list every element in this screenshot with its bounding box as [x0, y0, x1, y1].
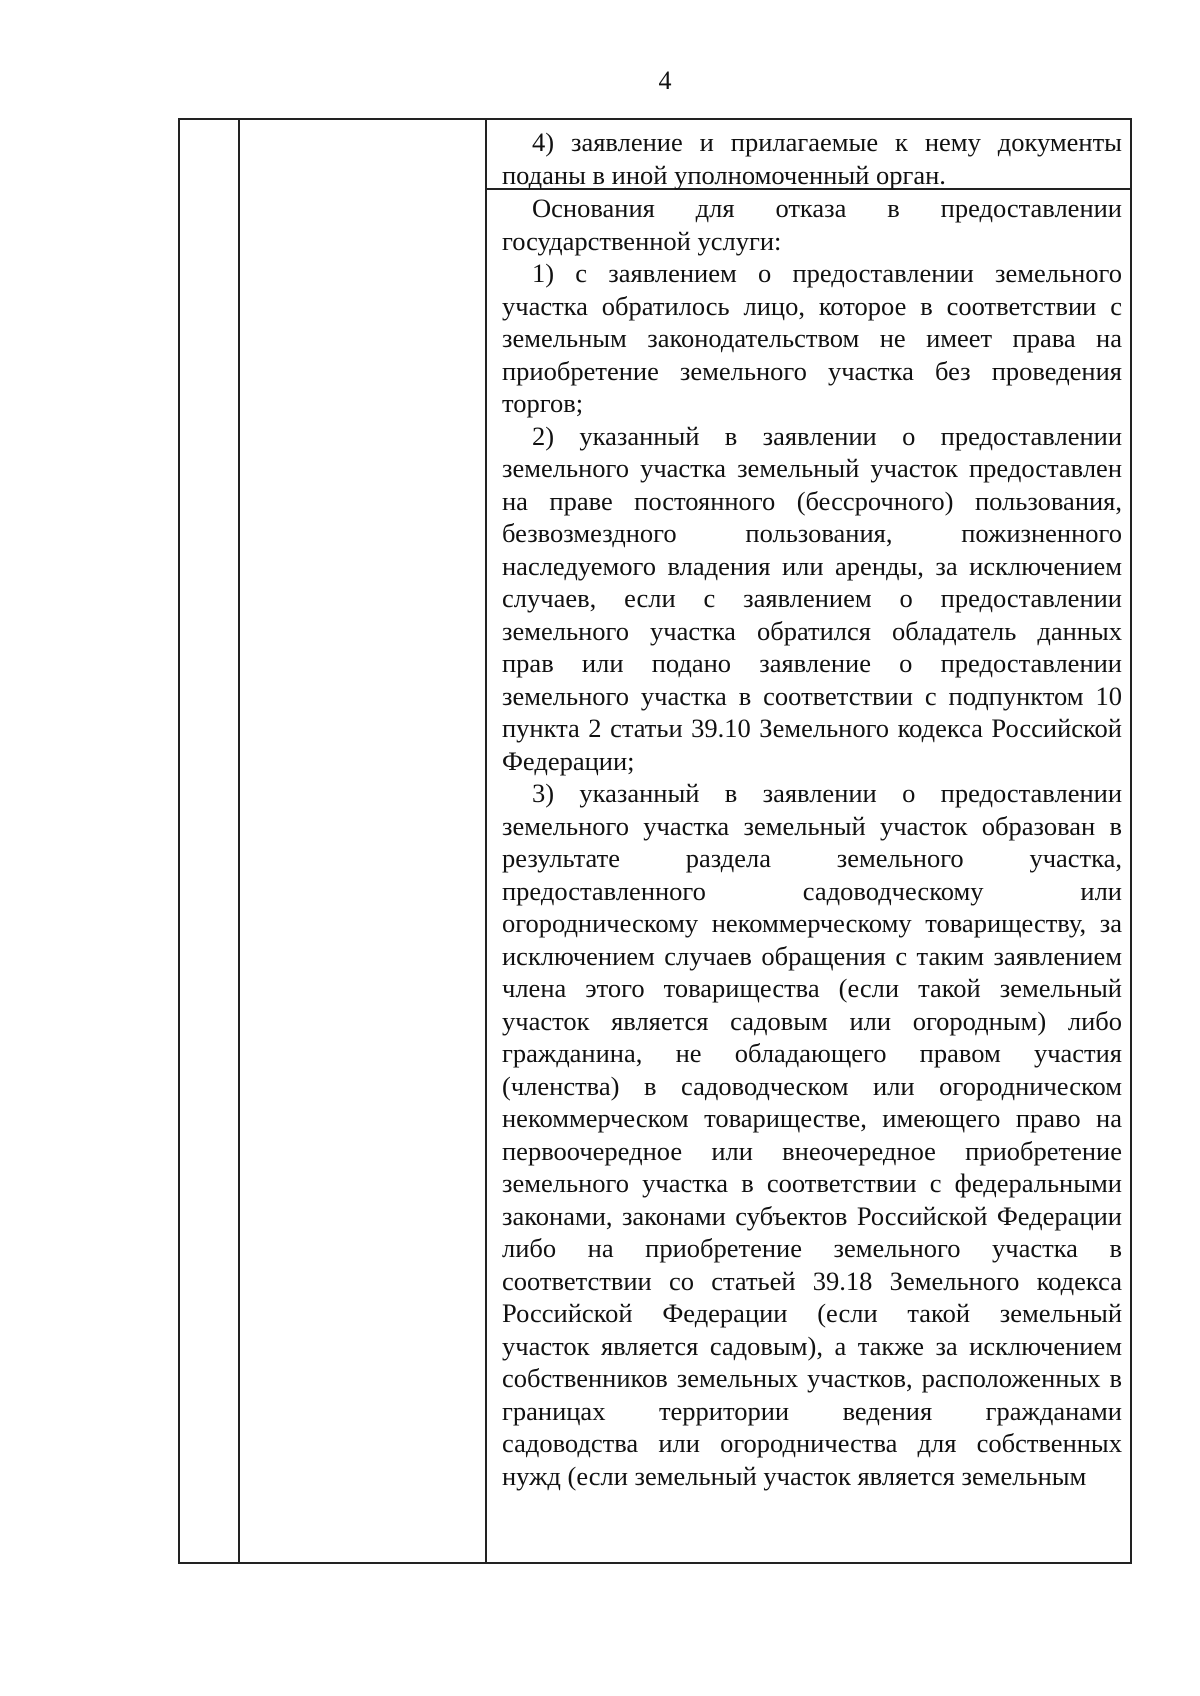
- page-number: 4: [658, 66, 672, 95]
- refusal-ground-3: 3) указанный в заявлении о предоставлении земельного участка земельный участок образован в результате раздела земельного участка, предоставленного садоводческому или огородническому некоммерческому товариществу, за исключением случаев обращения с таким заявлением члена этого товарищества (если такой земельный участок является садовым или огородным) либо гражданина, не обладающего правом участия (членства) в садоводческом или огородническом некоммерческом товариществе, имеющего право на первоочередное или внеочередное приобретение земельного участка в соответствии с федеральными законами, законами субъектов Российской Федерации либо на приобретение земельного участка в соответствии со статьей 39.18 Земельного кодекса Российской Федерации (если такой земельный участок является садовым), а также за исключением собственников земельных участков, расположенных в границах территории ведения гражданами садоводства или огородничества для собственных нужд (если земельный участок является земельным: [502, 778, 1122, 1491]
- table-column-divider: [238, 120, 240, 1562]
- refusal-ground-2: 2) указанный в заявлении о предоставлении земельного участка земельный участок предоставлен на праве постоянного (бессрочного) пользования, безвозмездного пользования, пожизненного наследуемого владения или аренды, за исключением случаев, если с заявлением о предоставлении земельного участка обратился обладатель данных прав или подано заявление о предоставлении земельного участка в соответствии с подпунктом 10 пункта 2 статьи 39.10 Земельного кодекса Российской Федерации;: [502, 420, 1122, 776]
- refusal-grounds-heading: Основания для отказа в предоставлении государственной услуги:: [502, 193, 1122, 256]
- table-cell-row1: [487, 126, 1130, 191]
- table-cell-row2: [487, 192, 1130, 1492]
- refusal-ground-1: 1) с заявлением о предоставлении земельного участка обратилось лицо, которое в соответствии с земельным законодательством не имеет права на приобретение земельного участка без проведения торгов;: [502, 258, 1122, 418]
- paragraph-item-4: 4) заявление и прилагаемые к нему документы поданы в иной уполномоченный орган.: [502, 127, 1122, 190]
- document-table: [178, 118, 1132, 1564]
